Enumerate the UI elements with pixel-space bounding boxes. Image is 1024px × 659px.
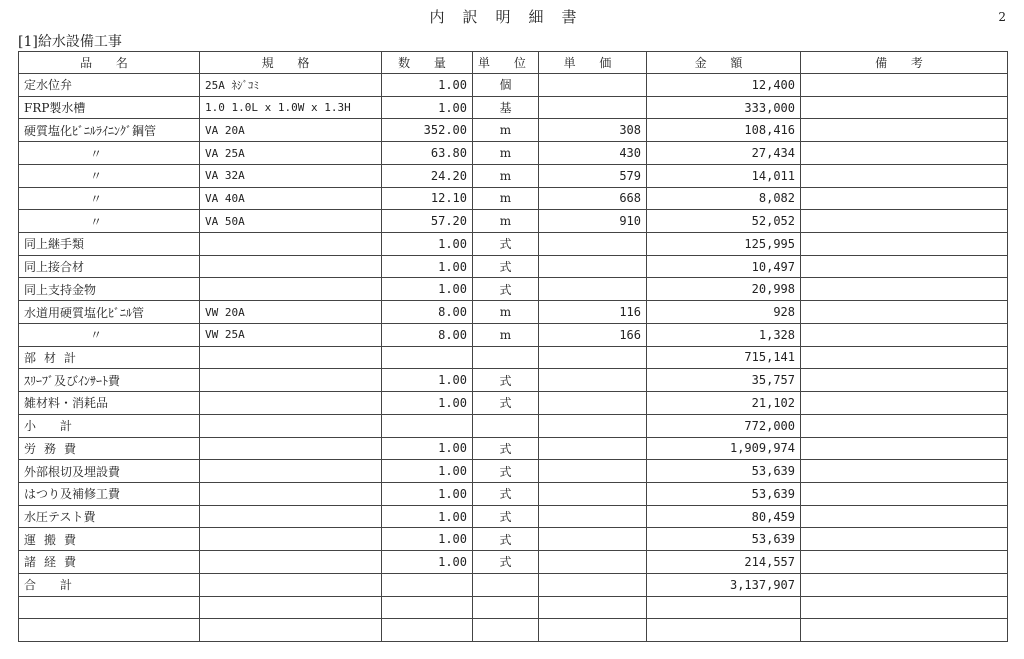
item-quantity: 1.00	[382, 437, 473, 460]
item-unit	[473, 573, 539, 596]
item-amount: 772,000	[647, 414, 801, 437]
table-row	[19, 619, 1008, 642]
item-spec: 1.0 1.0L x 1.0W x 1.3H	[200, 96, 382, 119]
item-unit: m	[473, 323, 539, 346]
table-row	[19, 369, 1008, 392]
item-unit: 式	[473, 278, 539, 301]
item-spec	[200, 528, 382, 551]
item-unit-price	[539, 96, 647, 119]
item-quantity	[382, 414, 473, 437]
item-amount: 35,757	[647, 369, 801, 392]
item-quantity: 1.00	[382, 278, 473, 301]
item-amount: 715,141	[647, 346, 801, 369]
table-row	[19, 414, 1008, 437]
item-name: 部材計	[19, 346, 200, 369]
item-unit	[473, 346, 539, 369]
item-unit-price: 668	[539, 187, 647, 210]
item-amount: 20,998	[647, 278, 801, 301]
table-row	[19, 460, 1008, 483]
item-unit-price	[539, 596, 647, 619]
item-amount: 52,052	[647, 210, 801, 233]
item-name: 水道用硬質塩化ﾋﾞﾆﾙ管	[19, 301, 200, 324]
item-unit: 基	[473, 96, 539, 119]
item-remarks	[801, 460, 1008, 483]
item-remarks	[801, 301, 1008, 324]
item-remarks	[801, 596, 1008, 619]
table-row	[19, 74, 1008, 97]
item-quantity: 8.00	[382, 323, 473, 346]
item-name: ｽﾘｰﾌﾞ及びｲﾝｻｰﾄ費	[19, 369, 200, 392]
item-spec: VW 20A	[200, 301, 382, 324]
table-row	[19, 210, 1008, 233]
item-name: 〃	[19, 164, 200, 187]
item-remarks	[801, 323, 1008, 346]
item-spec	[200, 482, 382, 505]
item-remarks	[801, 437, 1008, 460]
item-amount	[647, 596, 801, 619]
item-unit-price	[539, 528, 647, 551]
table-row	[19, 164, 1008, 187]
item-name: 合 計	[19, 573, 200, 596]
item-quantity	[382, 573, 473, 596]
item-unit-price	[539, 482, 647, 505]
item-quantity: 1.00	[382, 482, 473, 505]
item-spec: VA 20A	[200, 119, 382, 142]
item-unit	[473, 619, 539, 642]
item-quantity: 8.00	[382, 301, 473, 324]
table-row	[19, 255, 1008, 278]
table-row	[19, 142, 1008, 165]
item-remarks	[801, 619, 1008, 642]
item-unit-price	[539, 278, 647, 301]
item-spec	[200, 505, 382, 528]
item-amount: 14,011	[647, 164, 801, 187]
item-amount: 12,400	[647, 74, 801, 97]
item-remarks	[801, 573, 1008, 596]
item-amount: 108,416	[647, 119, 801, 142]
item-remarks	[801, 278, 1008, 301]
table-row	[19, 528, 1008, 551]
item-name: 労務費	[19, 437, 200, 460]
item-amount: 1,328	[647, 323, 801, 346]
item-name	[19, 619, 200, 642]
item-unit: m	[473, 164, 539, 187]
table-row	[19, 551, 1008, 574]
item-unit: m	[473, 187, 539, 210]
item-unit-price: 308	[539, 119, 647, 142]
item-unit: m	[473, 301, 539, 324]
item-name: 定水位弁	[19, 74, 200, 97]
item-amount: 80,459	[647, 505, 801, 528]
item-remarks	[801, 187, 1008, 210]
table-row	[19, 437, 1008, 460]
table-row	[19, 346, 1008, 369]
item-unit-price: 116	[539, 301, 647, 324]
item-remarks	[801, 369, 1008, 392]
item-quantity: 1.00	[382, 528, 473, 551]
item-unit	[473, 414, 539, 437]
column-header-unit-price: 単 価	[539, 52, 647, 74]
item-unit-price	[539, 551, 647, 574]
item-remarks	[801, 74, 1008, 97]
item-spec	[200, 392, 382, 415]
item-unit: 式	[473, 551, 539, 574]
item-unit-price	[539, 233, 647, 256]
item-remarks	[801, 96, 1008, 119]
item-remarks	[801, 119, 1008, 142]
item-remarks	[801, 346, 1008, 369]
item-amount: 10,497	[647, 255, 801, 278]
item-spec: VA 50A	[200, 210, 382, 233]
item-remarks	[801, 505, 1008, 528]
item-unit-price	[539, 74, 647, 97]
item-spec	[200, 414, 382, 437]
item-unit-price	[539, 392, 647, 415]
item-amount: 214,557	[647, 551, 801, 574]
item-remarks	[801, 255, 1008, 278]
column-header-name: 品 名	[19, 52, 200, 74]
item-unit: 式	[473, 505, 539, 528]
item-quantity: 57.20	[382, 210, 473, 233]
item-remarks	[801, 142, 1008, 165]
item-unit-price: 430	[539, 142, 647, 165]
table-row	[19, 96, 1008, 119]
item-name: 同上継手類	[19, 233, 200, 256]
item-spec: VA 32A	[200, 164, 382, 187]
item-unit-price	[539, 573, 647, 596]
item-quantity: 1.00	[382, 551, 473, 574]
item-spec: 25A ﾈｼﾞｺﾐ	[200, 74, 382, 97]
item-unit-price	[539, 346, 647, 369]
item-amount: 53,639	[647, 482, 801, 505]
item-amount: 8,082	[647, 187, 801, 210]
item-unit-price	[539, 414, 647, 437]
item-name: 小 計	[19, 414, 200, 437]
column-header-unit: 単 位	[473, 52, 539, 74]
item-unit: 式	[473, 255, 539, 278]
table-row	[19, 278, 1008, 301]
column-header-amount: 金 額	[647, 52, 801, 74]
item-name: 〃	[19, 323, 200, 346]
item-quantity: 1.00	[382, 255, 473, 278]
item-amount: 27,434	[647, 142, 801, 165]
item-name: 雑材料・消耗品	[19, 392, 200, 415]
item-quantity	[382, 346, 473, 369]
item-spec	[200, 233, 382, 256]
item-spec	[200, 255, 382, 278]
item-amount	[647, 619, 801, 642]
item-quantity: 24.20	[382, 164, 473, 187]
item-quantity: 352.00	[382, 119, 473, 142]
item-spec	[200, 369, 382, 392]
item-remarks	[801, 414, 1008, 437]
item-quantity: 1.00	[382, 392, 473, 415]
item-unit: 式	[473, 233, 539, 256]
item-unit: 式	[473, 528, 539, 551]
item-name: 外部根切及埋設費	[19, 460, 200, 483]
item-amount: 21,102	[647, 392, 801, 415]
item-name: 諸経費	[19, 551, 200, 574]
table-row	[19, 233, 1008, 256]
item-amount: 333,000	[647, 96, 801, 119]
item-spec: VW 25A	[200, 323, 382, 346]
column-header-remarks: 備 考	[801, 52, 1008, 74]
item-quantity: 1.00	[382, 369, 473, 392]
table-row	[19, 187, 1008, 210]
item-unit-price	[539, 619, 647, 642]
item-remarks	[801, 210, 1008, 233]
table-row	[19, 119, 1008, 142]
table-row	[19, 392, 1008, 415]
item-unit-price	[539, 460, 647, 483]
item-unit-price	[539, 505, 647, 528]
item-unit: m	[473, 142, 539, 165]
item-quantity: 1.00	[382, 96, 473, 119]
item-unit-price	[539, 255, 647, 278]
table-header-row	[19, 52, 1008, 74]
item-remarks	[801, 233, 1008, 256]
item-unit: 式	[473, 369, 539, 392]
item-quantity: 63.80	[382, 142, 473, 165]
item-name: 〃	[19, 187, 200, 210]
table-row	[19, 505, 1008, 528]
item-spec: VA 25A	[200, 142, 382, 165]
item-quantity	[382, 596, 473, 619]
item-name: 水圧テスト費	[19, 505, 200, 528]
item-unit: 式	[473, 437, 539, 460]
column-header-quantity: 数 量	[382, 52, 473, 74]
item-remarks	[801, 528, 1008, 551]
item-name: はつり及補修工費	[19, 482, 200, 505]
table-row	[19, 301, 1008, 324]
item-amount: 53,639	[647, 460, 801, 483]
item-unit: 式	[473, 460, 539, 483]
item-remarks	[801, 551, 1008, 574]
item-name: 同上接合材	[19, 255, 200, 278]
item-spec	[200, 460, 382, 483]
column-header-spec: 規 格	[200, 52, 382, 74]
item-quantity: 1.00	[382, 460, 473, 483]
detail-table	[18, 51, 1008, 642]
item-amount: 53,639	[647, 528, 801, 551]
item-unit: m	[473, 210, 539, 233]
item-spec	[200, 346, 382, 369]
item-spec	[200, 596, 382, 619]
item-unit-price	[539, 437, 647, 460]
item-name: 同上支持金物	[19, 278, 200, 301]
item-remarks	[801, 164, 1008, 187]
item-spec	[200, 551, 382, 574]
item-unit-price: 166	[539, 323, 647, 346]
item-name: 〃	[19, 210, 200, 233]
item-name: FRP製水槽	[19, 96, 200, 119]
item-spec	[200, 619, 382, 642]
item-unit: 式	[473, 392, 539, 415]
item-quantity	[382, 619, 473, 642]
item-name: 〃	[19, 142, 200, 165]
table-row	[19, 482, 1008, 505]
item-unit	[473, 596, 539, 619]
document-title: 内訳明細書	[429, 8, 595, 26]
item-amount: 928	[647, 301, 801, 324]
item-quantity: 1.00	[382, 233, 473, 256]
item-amount: 3,137,907	[647, 573, 801, 596]
item-spec: VA 40A	[200, 187, 382, 210]
item-unit-price	[539, 369, 647, 392]
item-unit: 式	[473, 482, 539, 505]
item-unit-price: 579	[539, 164, 647, 187]
item-unit: m	[473, 119, 539, 142]
item-unit: 個	[473, 74, 539, 97]
item-name	[19, 596, 200, 619]
item-quantity: 12.10	[382, 187, 473, 210]
item-amount: 125,995	[647, 233, 801, 256]
table-row	[19, 573, 1008, 596]
item-remarks	[801, 392, 1008, 415]
item-remarks	[801, 482, 1008, 505]
item-name: 運搬費	[19, 528, 200, 551]
table-row	[19, 596, 1008, 619]
item-quantity: 1.00	[382, 505, 473, 528]
page-number: 2	[998, 10, 1006, 24]
section-heading: [1]給水設備工事	[18, 34, 122, 50]
item-spec	[200, 573, 382, 596]
item-unit-price: 910	[539, 210, 647, 233]
item-quantity: 1.00	[382, 74, 473, 97]
item-spec	[200, 278, 382, 301]
item-name: 硬質塩化ﾋﾞﾆﾙﾗｲﾆﾝｸﾞ鋼管	[19, 119, 200, 142]
item-amount: 1,909,974	[647, 437, 801, 460]
item-spec	[200, 437, 382, 460]
table-row	[19, 323, 1008, 346]
